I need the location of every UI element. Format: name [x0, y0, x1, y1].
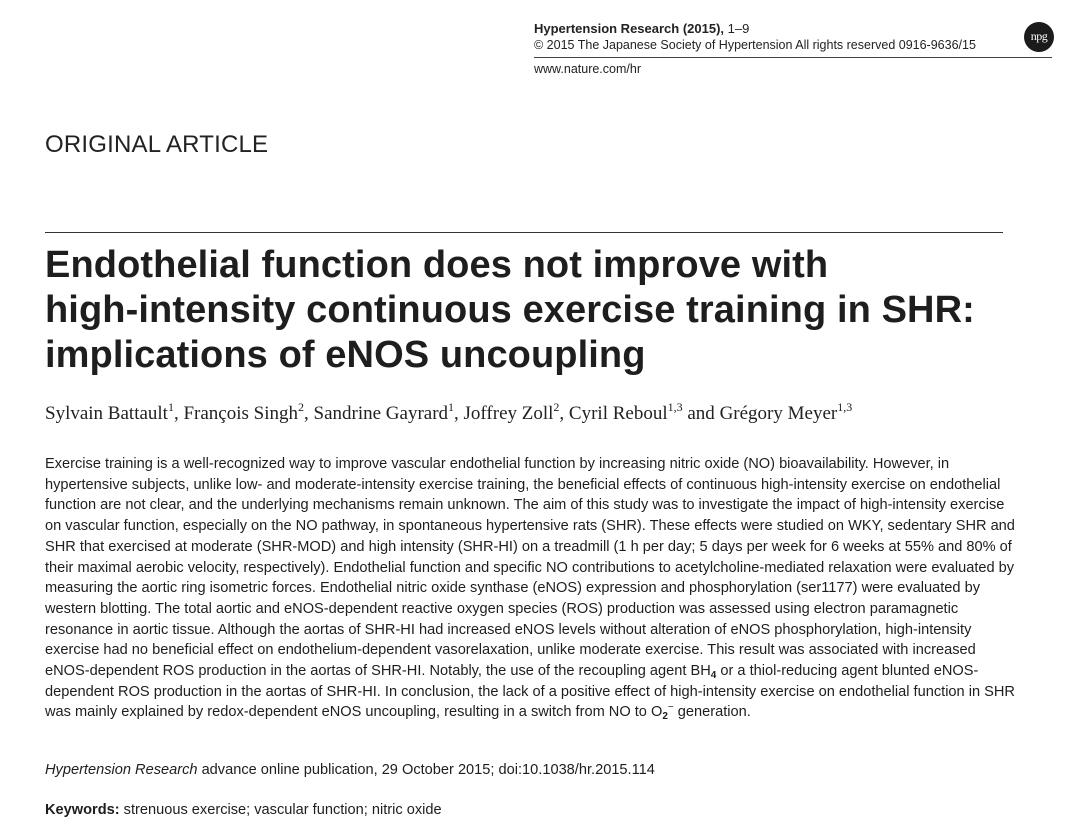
journal-name: Hypertension Research (2015), [534, 21, 725, 36]
title-line: Endothelial function does not improve with [45, 244, 829, 286]
author-separator: , [454, 403, 464, 424]
title-line: implications of eNOS uncoupling [45, 334, 646, 376]
abstract [45, 454, 1020, 723]
article-title [45, 243, 1025, 378]
author-separator: , [559, 403, 569, 424]
title-line: high-intensity continuous exercise training in SHR: [45, 289, 975, 331]
abstract-text: or a thiol-reducing agent blunted eNOS-dependent ROS production in the aortas of SHR-HI. In conclusion, the lack of a positive effect of high-intensity exercise on endothelial function in SHR was mainly explained by redox-dependent eNOS uncoupling, resulting in a switch from NO to O [45, 663, 1015, 721]
header-divider [534, 57, 1052, 58]
section-label: ORIGINAL ARTICLE [45, 131, 269, 158]
author-name: Joffrey Zoll [463, 403, 554, 424]
citation-line [45, 762, 655, 778]
author-separator: , [173, 403, 184, 424]
keywords-line [45, 802, 442, 818]
author-name: Cyril Reboul [568, 403, 668, 424]
author-affiliation: 1,3 [667, 400, 683, 414]
title-divider [45, 232, 1003, 233]
author-list [45, 400, 853, 425]
author-name: Sandrine Gayrard [313, 403, 449, 424]
journal-url[interactable]: www.nature.com/hr [534, 62, 641, 76]
abstract-text: Exercise training is a well-recognized way to improve vascular endothelial function by increasing nitric oxide (NO) bioavailability. However, in hypertensive subjects, unlike low- and moderate-intensity exercise training, the beneficial effects of continuous high-intensity exercise on endothelial function are not clear, and the underlying mechanisms remain unknown. The aim of this study was to investigate the impact of high-intensity exercise on vascular function, especially on the NO pathway, in spontaneous hypertensive rats (SHR). These effects were studied on WKY, sedentary SHR and SHR that exercised at moderate (SHR-MOD) and high intensity (SHR-HI) on a treadmill (1 h per day; 5 days per week for 6 weeks at 55% and 80% of their maximal aerobic velocity, respectively). Endothelial function and specific NO contributions to acetylcholine-mediated relaxation were evaluated by measuring the aortic ring isometric forces. Endothelial nitric oxide synthase (eNOS) expression and phosphorylation (ser1177) were evaluated by western blotting. The total aortic and eNOS-dependent reactive oxygen species (ROS) production was assessed using electron paramagnetic resonance in aortic tissue. Although the aortas of SHR-HI had increased eNOS levels without alteration of eNOS phosphorylation, high-intensity exercise had no beneficial effect on endothelium-dependent vasorelaxation, unlike moderate exercise. This result was associated with increased eNOS-dependent ROS production in the aortas of SHR-HI. Notably, the use of the recoupling agent BH [45, 456, 1015, 680]
abstract-superscript: − [667, 702, 674, 714]
author-name: Grégory Meyer [719, 403, 838, 424]
keywords-label: Keywords: [45, 802, 120, 818]
author-affiliation: 2 [553, 400, 560, 414]
citation-details: advance online publication, 29 October 2015; doi:10.1038/hr.2015.114 [197, 762, 655, 778]
npg-logo-icon: npg [1024, 22, 1054, 52]
author-affiliation: 1,3 [837, 400, 853, 414]
page-range: 1–9 [727, 21, 750, 36]
author-affiliation: 1 [448, 400, 455, 414]
keywords-text: strenuous exercise; vascular function; nitric oxide [119, 802, 442, 818]
journal-header [534, 20, 976, 54]
author-affiliation: 1 [167, 400, 174, 414]
author-separator: , [304, 403, 314, 424]
citation-journal: Hypertension Research [45, 762, 198, 778]
author-affiliation: 2 [298, 400, 304, 414]
copyright-line: © 2015 The Japanese Society of Hypertension All rights reserved 0916-9636/15 [534, 38, 976, 52]
author-name: François Singh [183, 403, 298, 424]
author-name: Sylvain Battault [45, 403, 168, 424]
abstract-subscript: 4 [710, 670, 717, 682]
abstract-subscript: 2 [662, 711, 668, 723]
author-separator: and [682, 403, 720, 424]
abstract-text: generation. [673, 704, 751, 721]
